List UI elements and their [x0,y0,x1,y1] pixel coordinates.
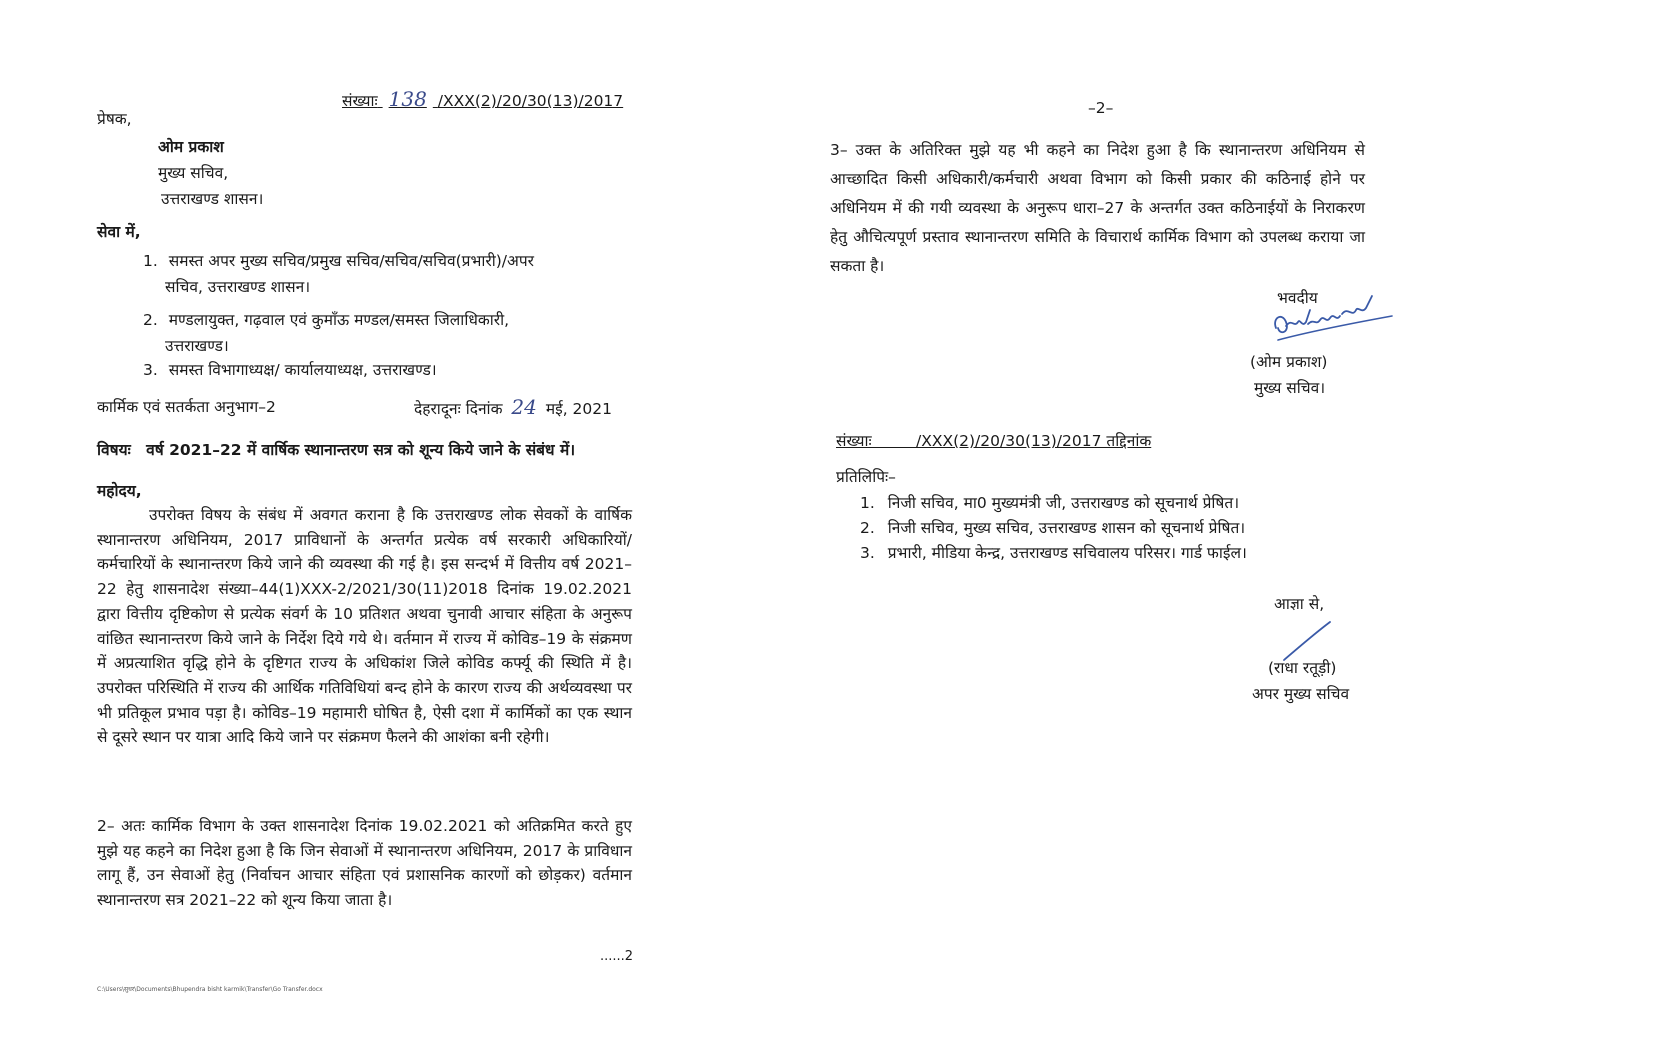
recipient-number: 1. [143,252,158,270]
order-label: आज्ञा से, [1274,595,1325,613]
recipient-1 [143,250,534,272]
paragraph-1: उपरोक्त विषय के संबंध में अवगत कराना है कि उत्तराखण्ड लोक सेवकों के वार्षिक स्थानान्तरण अधिनियम, 2017 प्राविधानों के अन्तर्गत प्रत्येक वर्ष सरकारी अधिकारियों/ कर्मचारियों के स्थानान्तरण किये जाने की व्यवस्था की गई है। इस सन्दर्भ में वित्तीय वर्ष 2021–22 हेतु शासनादेश संख्या–44(1)XXX-2/2021/30(11)2018 दिनांक 19.02.2021 द्वारा वित्तीय दृष्टिकोण से प्रत्येक संवर्ग के 10 प्रतिशत अथवा चुनावी आचार संहिता के अनुरूप वांछित स्थानान्तरण किये जाने के निर्देश दिये गये थे। वर्तमान में राज्य में कोविड–19 के संक्रमण में अप्रत्याशित वृद्धि होने के दृष्टिगत राज्य के अधिकांश जिले कोविड कर्फ्यू की स्थिति में है। उपरोक्त परिस्थिति में राज्य की आर्थिक गतिविधियां बन्द होने के कारण राज्य की अर्थव्यवस्था पर भी प्रतिकूल प्रभाव पड़ा है। कोविड–19 महामारी घोषित है, ऐसी दशा में कार्मिकों का एक स्थान से दूसरे स्थान पर यात्रा आदि किये जाने पर संक्रमण फैलने की आशंका बनी रहेगी। [97,506,632,747]
copy-text: प्रभारी, मीडिया केन्द्र, उत्तराखण्ड सचिवालय परिसर। गार्ड फाईल। [887,544,1247,562]
recipient-number: 2. [143,311,158,329]
number-label: संख्याः [342,92,378,110]
salutation: महोदय, [97,482,142,500]
paragraph-2: 2– अतः कार्मिक विभाग के उक्त शासनादेश दिनांक 19.02.2021 को अतिक्रमित करते हुए मुझे यह कहने का निदेश हुआ है कि जिन सेवाओं में स्थानान्तरण अधिनियम, 2017 के प्राविधान लागू हैं, उन सेवाओं हेतु (निर्वाचन आचार संहिता एवं प्रशासनिक कारणों को छोड़कर) वर्तमान स्थानान्तरण सत्र 2021–22 को शून्य किया जाता है। [97,817,632,910]
copy-number: 2. [860,519,875,537]
copy-label: प्रतिलिपिः– [836,468,896,486]
subject-label: विषयः [97,441,131,459]
sender-org: उत्तराखण्ड शासन। [161,190,264,208]
copy-text: निजी सचिव, मुख्य सचिव, उत्तराखण्ड शासन को सूचनार्थ प्रेषित। [887,519,1246,537]
recipient-line: समस्त विभागाध्यक्ष/ कार्यालयाध्यक्ष, उत्तराखण्ड। [168,361,437,379]
second-signer-title: अपर मुख्य सचिव [1252,685,1350,703]
recipient-number: 3. [143,361,158,379]
recipient-3 [143,359,437,381]
page-1 [0,0,760,1050]
recipient-2 [143,309,509,331]
copy-number-line: संख्याः /XXX(2)/20/30(13)/2017 तद्दिनांक [836,432,1152,450]
copy-number: 1. [860,494,875,512]
section-name: कार्मिक एवं सतर्कता अनुभाग–2 [97,398,276,416]
date-handwritten: 24 [511,395,537,419]
sender-name: ओम प्रकाश [158,138,224,156]
signature-om-prakash [1268,288,1398,358]
copy-item-2 [860,517,1245,539]
letter-number [342,88,623,112]
date-suffix: मई, 2021 [545,400,612,418]
copy-text: निजी सचिव, मा0 मुख्यमंत्री जी, उत्तराखण्ड को सूचनार्थ प्रेषित। [887,494,1240,512]
copy-item-3 [860,542,1247,564]
subject-line [97,439,575,461]
recipient-line: मण्डलायुक्त, गढ़वाल एवं कुमाँऊ मण्डल/समस्त जिलाधिकारी, [168,311,510,329]
page-number: –2– [1088,99,1114,117]
sender-title: मुख्य सचिव, [158,164,229,182]
closing: भवदीय [1277,289,1318,307]
page-2 [780,0,1680,1050]
dateline [414,396,612,420]
recipient-2-line2: उत्तराखण्ड। [165,337,229,355]
paragraph-3: 3– उक्त के अतिरिक्त मुझे यह भी कहने का निदेश हुआ है कि स्थानान्तरण अधिनियम से आच्छादित किसी अधिकारी/कर्मचारी अथवा विभाग को किसी प्रकार की कठिनाई होने पर अधिनियम में की गयी व्यवस्था के अनुरूप धारा–27 के अन्तर्गत उक्त कठिनाईयों के निराकरण हेतु औचित्यपूर्ण प्रस्ताव स्थानान्तरण समिति के विचारार्थ कार्मिक विभाग को उपलब्ध कराया जा सकता है। [830,141,1365,275]
copy-number: 3. [860,544,875,562]
recipient-1-line2: सचिव, उत्तराखण्ड शासन। [165,278,311,296]
to-label: सेवा में, [97,223,141,241]
number-handwritten: 138 [388,87,427,111]
copy-item-1 [860,492,1239,514]
recipient-line: समस्त अपर मुख्य सचिव/प्रमुख सचिव/सचिव/सचिव(प्रभारी)/अपर [168,252,534,270]
continue-mark: ......2 [600,949,634,964]
subject-text: वर्ष 2021–22 में वार्षिक स्थानान्तरण सत्र को शून्य किये जाने के संबंध में। [146,441,576,459]
signer-title: मुख्य सचिव। [1254,379,1326,397]
sender-label: प्रेषक, [97,110,132,128]
second-signer-name: (राधा रतूड़ी) [1268,659,1337,677]
signer-name: (ओम प्रकाश) [1250,353,1328,371]
number-rest: /XXX(2)/20/30(13)/2017 [437,92,624,110]
date-prefix: देहरादूनः दिनांक [414,400,503,418]
file-path: C:\Users\सुधर\Documents\Bhupendra bisht karmik\Transfer\Go Transfer.docx [97,986,323,993]
